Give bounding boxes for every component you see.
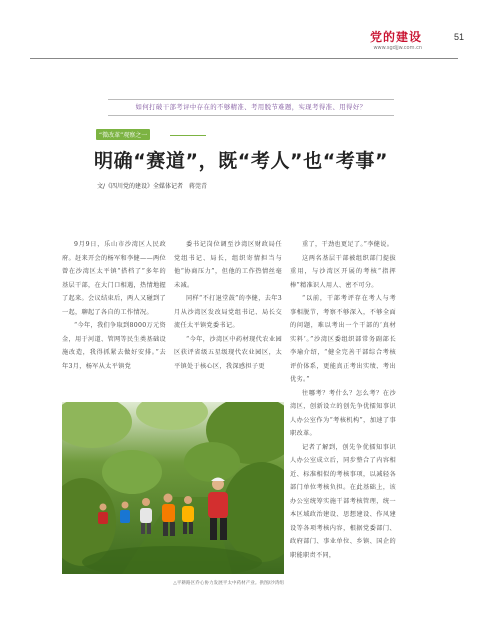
logo-url: www.sgdjjw.com.cn bbox=[373, 45, 422, 51]
lead-box bbox=[108, 99, 394, 115]
article-photo bbox=[62, 402, 284, 574]
paragraph: 同样“不打退堂鼓”的李健，去年3月从沙湾区发改局党组书记、局长交流任太平镇党委书记。 bbox=[174, 295, 282, 329]
lead-top-rule bbox=[108, 99, 394, 100]
paragraph: 委书记岗位调至沙湾区财政局任党组书记、局长，组织寄情担当与他“协商压力”，但他的工作热情丝毫未减。 bbox=[174, 241, 282, 289]
lead-text: 如何打破干部考评中存在的不够精准、考用脱节难题，实现考得准、用得好？ bbox=[135, 103, 367, 111]
text-column-2 bbox=[174, 238, 282, 373]
logo-text: 党的建设 bbox=[369, 30, 422, 44]
magazine-logo bbox=[352, 28, 422, 51]
photo-orchard-workers bbox=[62, 402, 284, 574]
lead-bottom-rule bbox=[108, 115, 394, 116]
paragraph: 9月9日，乐山市沙湾区人民政府。赶来开会的杨军和李健——两位曾在沙湾区太平镇“搭档了”多年的基层干部，在大门口相遇，热情地握了起来。会议结束后，两人又碰到了一起，聊起了各自的工作情况。 bbox=[62, 241, 166, 316]
series-tag-rule bbox=[170, 135, 206, 136]
paragraph: “以前，干部考评存在考人与考事相脱节，考察不够深入，不够全面的问题，难以考出一个干部的‘真材实料’。”沙湾区委组织部常务副部长李瑜介绍，“健全完善干部综合考核评价体系，更能真正考出实绩、考出优劣。” bbox=[290, 295, 396, 383]
paragraph: 往哪考？考什么？怎么考？在沙湾区，创新设立的创先争优擂知事识人办公室作为“考核机构”，加速了事职改革。 bbox=[290, 389, 396, 437]
text-column-1 bbox=[62, 238, 166, 373]
page-number: 51 bbox=[453, 32, 464, 42]
text-column-3 bbox=[290, 238, 396, 562]
paragraph: “今年，我们争取到8000万元资金，用于河道、管网等民生类基础设施改造，我得抓紧去做好安排。”去年3月，杨军从太平镇党 bbox=[62, 322, 166, 370]
article-title: 明确“赛道”，既“考人”也“考事” bbox=[94, 150, 389, 172]
article-byline: 文/《四川党的建设》全媒体记者 蒋莞青 bbox=[97, 183, 208, 190]
paragraph: 这两名基层干部被组织部门提拔重用，与沙湾区开展的考核“指挥棒”精准识人用人、密不可分。 bbox=[290, 254, 396, 289]
header-rule bbox=[30, 58, 458, 59]
paragraph: 记者了解到，创先争优擂知事识人办公室成立后，同步整合了内容相近、标准相似的考核事项，以减轻各部门单位考核负担。在此基础上，该办公室统筹实施干部考核管理，统一本区域政治建设、思想建设、作风建设等各项考核内容，根据党委部门、政府部门、事业单位、乡镇、国企的职能职责不同， bbox=[290, 443, 396, 559]
paragraph: 重了，干劲也更足了。”李健说。 bbox=[302, 241, 394, 248]
series-tag-row bbox=[96, 129, 396, 140]
photo-caption: △平耕路区乔心协力发展平太中药材产业。供图/沙湾组 bbox=[173, 581, 284, 586]
paragraph: “今年，沙湾区中药材现代农业园区获评省级五星级现代农业园区，太平镇处于核心区，我深感担子更 bbox=[174, 335, 282, 370]
series-tag: “微改革”观察之一 bbox=[96, 129, 150, 140]
